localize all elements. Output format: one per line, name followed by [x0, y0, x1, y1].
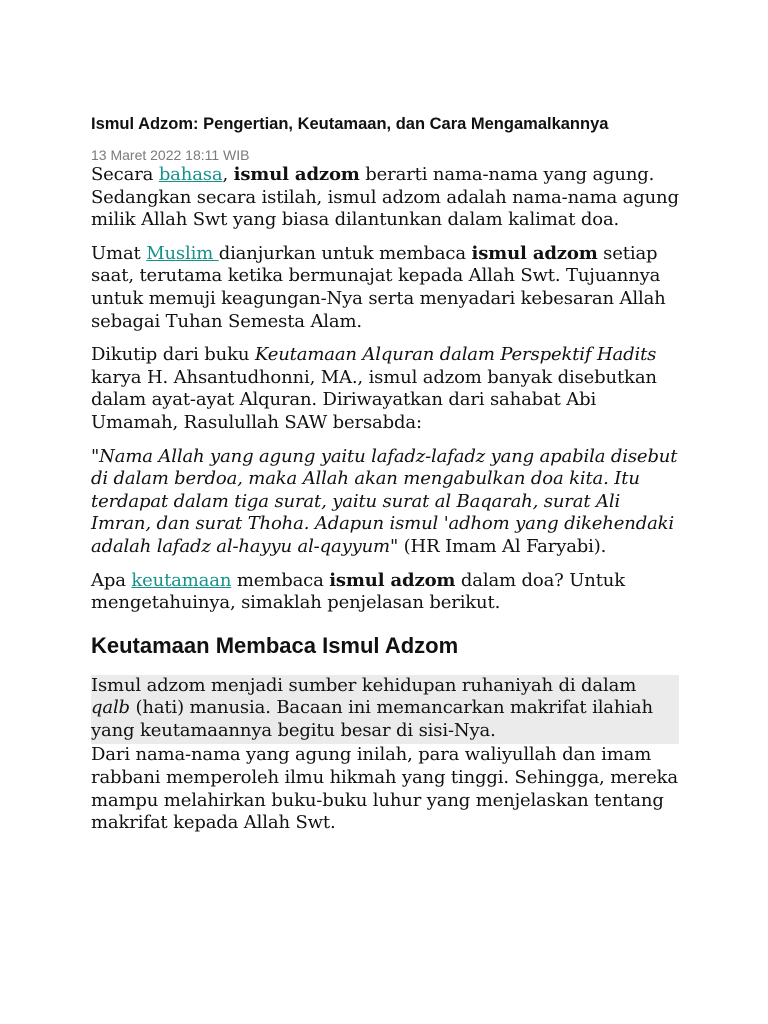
paragraph-5-text-3: dalam doa? Untuk mengetahuinya, simaklah penjelasan berikut.	[91, 569, 625, 614]
link-bahasa[interactable]: bahasa	[158, 164, 223, 185]
hadith-source: " (HR Imam Al Faryabi).	[389, 535, 607, 557]
paragraph-2-text-1: Umat	[91, 242, 147, 264]
link-keutamaan[interactable]: keutamaan	[131, 569, 232, 591]
paragraph-1	[91, 164, 679, 232]
paragraph-5	[91, 570, 679, 615]
link-muslim[interactable]: Muslim	[146, 242, 219, 264]
paragraph-3-text-1: Dikutip dari buku	[91, 344, 255, 366]
paragraph-3	[91, 344, 679, 434]
hadith-quote	[91, 446, 679, 559]
hadith-text: Nama Allah yang agung yaitu lafadz-lafadz yang apabila disebut di dalam berdoa, maka Allah akan mengabulkan doa kita. Itu terdapat dalam tiga surat, yaitu surat al Baqarah, surat Ali Imran, dan surat Thoha. Adapun ismul 'adhom yang dikehendaki adalah lafadz al-hayyu al-qayyum	[91, 445, 678, 557]
article-date: 13 Maret 2022 18:11 WIB	[91, 147, 250, 163]
article-title: Ismul Adzom: Pengertian, Keutamaan, dan Cara Mengamalkannya	[91, 115, 609, 133]
paragraph-2-bold: ismul adzom	[471, 242, 598, 264]
paragraph-7: Dari nama-nama yang agung inilah, para waliyullah dan imam rabbani memperoleh ilmu hikmah yang tinggi. Sehingga, mereka mampu melahirkan buku-buku luhur yang menjelaskan tentang makrifat kepada Allah Swt.	[91, 744, 678, 834]
highlighted-paragraph	[91, 675, 679, 745]
paragraph-1-text-1: Secara	[91, 164, 159, 185]
article-content	[91, 114, 679, 846]
paragraph-3-text-2: karya H. Ahsantudhonni, MA., ismul adzom banyak disebutkan dalam ayat-ayat Alquran. Diriwayatkan dari sahabat Abi Umamah, Rasulullah SAW bersabda:	[91, 366, 657, 433]
paragraph-1-text-2: ,	[222, 164, 234, 185]
paragraph-2-text-2: dianjurkan untuk membaca	[218, 242, 472, 264]
section-heading: Keutamaan Membaca Ismul Adzom	[91, 632, 459, 658]
paragraph-5-bold: ismul adzom	[329, 569, 456, 591]
paragraph-6-text-2: (hati) manusia. Bacaan ini memancarkan makrifat ilahiah yang keutamaannya begitu besar di sisi-Nya.	[91, 697, 653, 741]
paragraph-2	[91, 243, 679, 333]
quote-open: "	[91, 445, 100, 467]
paragraph-1-text-3: berarti nama-nama yang agung. Sedangkan secara istilah, ismul adzom adalah nama-nama agung milik Allah Swt yang biasa dilantunkan dalam kalimat doa.	[91, 164, 679, 231]
book-title: Keutamaan Alquran dalam Perspektif Hadits	[254, 344, 657, 366]
qalb-term: qalb	[91, 697, 130, 719]
paragraph-2-text-3: setiap saat, terutama ketika bermunajat kepada Allah Swt. Tujuannya untuk memuji keagungan-Nya serta menyadari kebesaran Allah sebagai Tuhan Semesta Alam.	[91, 242, 666, 332]
paragraph-5-text-2: membaca	[231, 569, 330, 591]
paragraph-5-text-1: Apa	[91, 569, 132, 591]
paragraph-6-text-1: Ismul adzom menjadi sumber kehidupan ruhaniyah di dalam	[91, 674, 637, 696]
paragraph-1-bold: ismul adzom	[233, 164, 360, 185]
